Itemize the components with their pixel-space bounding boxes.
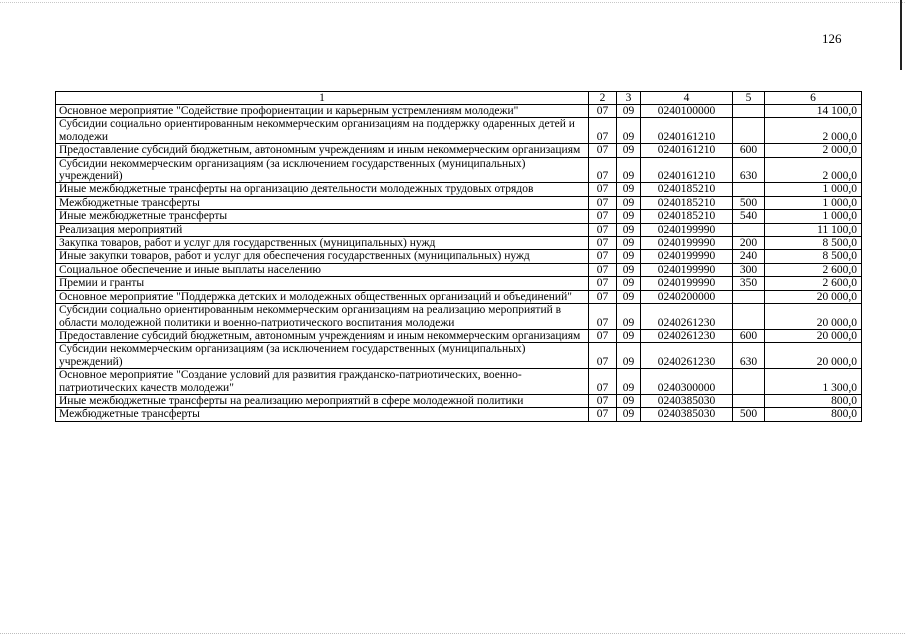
row-description: Иные межбюджетные трансферты на организацию деятельности молодежных трудовых отрядов	[56, 183, 589, 196]
row-section-code: 07	[589, 277, 617, 290]
table-header-row	[56, 92, 862, 105]
row-target-article-code: 0240199990	[641, 237, 733, 250]
row-section-code: 07	[589, 210, 617, 223]
row-expense-type-code	[733, 183, 765, 196]
row-subsection-code: 09	[617, 105, 641, 118]
row-amount: 20 000,0	[765, 304, 862, 330]
table-row	[56, 277, 862, 290]
row-expense-type-code	[733, 223, 765, 236]
row-expense-type-code	[733, 369, 765, 395]
row-section-code: 07	[589, 237, 617, 250]
table-row	[56, 304, 862, 330]
table-row	[56, 118, 862, 144]
row-description: Основное мероприятие "Создание условий для развития гражданско-патриотических, военно-патриотических качеств молодежи"	[56, 369, 589, 395]
row-amount: 1 000,0	[765, 196, 862, 209]
row-description: Иные закупки товаров, работ и услуг для обеспечения государственных (муниципальных) нужд	[56, 250, 589, 263]
scan-edge-bottom	[0, 633, 905, 635]
table-row	[56, 290, 862, 303]
row-section-code: 07	[589, 118, 617, 144]
header-cell-1: 1	[56, 92, 589, 105]
row-description: Реализация мероприятий	[56, 223, 589, 236]
table-row	[56, 196, 862, 209]
row-expense-type-code	[733, 118, 765, 144]
row-target-article-code: 0240185210	[641, 196, 733, 209]
row-expense-type-code: 200	[733, 237, 765, 250]
row-target-article-code: 0240199990	[641, 277, 733, 290]
row-section-code: 07	[589, 144, 617, 157]
row-subsection-code: 09	[617, 183, 641, 196]
row-target-article-code: 0240200000	[641, 290, 733, 303]
row-expense-type-code	[733, 105, 765, 118]
row-subsection-code: 09	[617, 223, 641, 236]
row-expense-type-code	[733, 290, 765, 303]
table-row	[56, 263, 862, 276]
row-description: Иные межбюджетные трансферты	[56, 210, 589, 223]
row-expense-type-code	[733, 304, 765, 330]
row-expense-type-code: 500	[733, 196, 765, 209]
row-description: Социальное обеспечение и иные выплаты населению	[56, 263, 589, 276]
header-cell-2: 2	[589, 92, 617, 105]
table-row	[56, 343, 862, 369]
row-section-code: 07	[589, 250, 617, 263]
row-amount: 800,0	[765, 408, 862, 421]
row-subsection-code: 09	[617, 157, 641, 183]
row-section-code: 07	[589, 369, 617, 395]
row-target-article-code: 0240300000	[641, 369, 733, 395]
row-amount: 20 000,0	[765, 343, 862, 369]
row-amount: 2 600,0	[765, 263, 862, 276]
row-subsection-code: 09	[617, 408, 641, 421]
page-number: 126	[822, 31, 842, 46]
row-subsection-code: 09	[617, 144, 641, 157]
scan-edge-top	[0, 2, 905, 4]
row-section-code: 07	[589, 343, 617, 369]
table-row	[56, 105, 862, 118]
row-description: Премии и гранты	[56, 277, 589, 290]
row-section-code: 07	[589, 105, 617, 118]
row-target-article-code: 0240199990	[641, 263, 733, 276]
row-amount: 2 000,0	[765, 144, 862, 157]
row-subsection-code: 09	[617, 210, 641, 223]
table-row	[56, 223, 862, 236]
row-description: Межбюджетные трансферты	[56, 196, 589, 209]
row-section-code: 07	[589, 290, 617, 303]
row-section-code: 07	[589, 196, 617, 209]
row-amount: 2 000,0	[765, 157, 862, 183]
row-section-code: 07	[589, 183, 617, 196]
row-description: Межбюджетные трансферты	[56, 408, 589, 421]
row-description: Закупка товаров, работ и услуг для государственных (муниципальных) нужд	[56, 237, 589, 250]
row-description: Предоставление субсидий бюджетным, автономным учреждениям и иным некоммерческим организациям	[56, 329, 589, 342]
budget-table	[55, 91, 862, 422]
row-description: Субсидии социально ориентированным некоммерческим организациям на поддержку одаренных детей и молодежи	[56, 118, 589, 144]
header-cell-4: 4	[641, 92, 733, 105]
row-description: Субсидии некоммерческим организациям (за исключением государственных (муниципальных) учреждений)	[56, 157, 589, 183]
row-section-code: 07	[589, 394, 617, 407]
row-description: Субсидии социально ориентированным некоммерческим организациям на реализацию мероприятий в области молодежной политики и военно-патриотического воспитания молодежи	[56, 304, 589, 330]
row-description: Субсидии некоммерческим организациям (за исключением государственных (муниципальных) учреждений)	[56, 343, 589, 369]
row-expense-type-code: 350	[733, 277, 765, 290]
row-target-article-code: 0240199990	[641, 223, 733, 236]
budget-table-body	[56, 92, 862, 422]
row-description: Иные межбюджетные трансферты на реализацию мероприятий в сфере молодежной политики	[56, 394, 589, 407]
table-row	[56, 369, 862, 395]
row-section-code: 07	[589, 408, 617, 421]
row-expense-type-code: 540	[733, 210, 765, 223]
table-row	[56, 394, 862, 407]
row-subsection-code: 09	[617, 343, 641, 369]
table-row	[56, 157, 862, 183]
row-amount: 8 500,0	[765, 250, 862, 263]
row-section-code: 07	[589, 304, 617, 330]
row-amount: 14 100,0	[765, 105, 862, 118]
row-target-article-code: 0240100000	[641, 105, 733, 118]
row-target-article-code: 0240161210	[641, 144, 733, 157]
row-description: Основное мероприятие "Содействие профориентации и карьерным устремлениям молодежи"	[56, 105, 589, 118]
row-section-code: 07	[589, 223, 617, 236]
row-amount: 8 500,0	[765, 237, 862, 250]
row-amount: 20 000,0	[765, 329, 862, 342]
row-section-code: 07	[589, 263, 617, 276]
row-subsection-code: 09	[617, 369, 641, 395]
row-subsection-code: 09	[617, 304, 641, 330]
table-row	[56, 183, 862, 196]
row-subsection-code: 09	[617, 250, 641, 263]
row-target-article-code: 0240385030	[641, 394, 733, 407]
row-expense-type-code: 600	[733, 144, 765, 157]
row-target-article-code: 0240199990	[641, 250, 733, 263]
row-target-article-code: 0240261230	[641, 343, 733, 369]
row-subsection-code: 09	[617, 237, 641, 250]
row-expense-type-code: 240	[733, 250, 765, 263]
row-expense-type-code: 630	[733, 343, 765, 369]
row-amount: 11 100,0	[765, 223, 862, 236]
row-amount: 2 600,0	[765, 277, 862, 290]
row-target-article-code: 0240161210	[641, 118, 733, 144]
row-subsection-code: 09	[617, 263, 641, 276]
row-expense-type-code: 500	[733, 408, 765, 421]
row-section-code: 07	[589, 329, 617, 342]
row-expense-type-code: 630	[733, 157, 765, 183]
row-subsection-code: 09	[617, 118, 641, 144]
scan-edge-right	[900, 0, 902, 70]
table-row	[56, 237, 862, 250]
row-target-article-code: 0240385030	[641, 408, 733, 421]
row-amount: 20 000,0	[765, 290, 862, 303]
row-target-article-code: 0240261230	[641, 329, 733, 342]
table-row	[56, 329, 862, 342]
row-target-article-code: 0240185210	[641, 183, 733, 196]
row-amount: 1 000,0	[765, 183, 862, 196]
row-target-article-code: 0240161210	[641, 157, 733, 183]
row-expense-type-code: 300	[733, 263, 765, 276]
row-subsection-code: 09	[617, 196, 641, 209]
row-amount: 800,0	[765, 394, 862, 407]
header-cell-6: 6	[765, 92, 862, 105]
row-section-code: 07	[589, 157, 617, 183]
row-subsection-code: 09	[617, 277, 641, 290]
header-cell-5: 5	[733, 92, 765, 105]
row-amount: 1 000,0	[765, 210, 862, 223]
row-description: Основное мероприятие "Поддержка детских и молодежных общественных организаций и объединений"	[56, 290, 589, 303]
row-target-article-code: 0240261230	[641, 304, 733, 330]
table-row	[56, 408, 862, 421]
row-subsection-code: 09	[617, 290, 641, 303]
row-subsection-code: 09	[617, 394, 641, 407]
row-target-article-code: 0240185210	[641, 210, 733, 223]
table-row	[56, 250, 862, 263]
row-subsection-code: 09	[617, 329, 641, 342]
row-amount: 2 000,0	[765, 118, 862, 144]
header-cell-3: 3	[617, 92, 641, 105]
table-row	[56, 210, 862, 223]
row-amount: 1 300,0	[765, 369, 862, 395]
row-description: Предоставление субсидий бюджетным, автономным учреждениям и иным некоммерческим организациям	[56, 144, 589, 157]
row-expense-type-code: 600	[733, 329, 765, 342]
table-row	[56, 144, 862, 157]
row-expense-type-code	[733, 394, 765, 407]
